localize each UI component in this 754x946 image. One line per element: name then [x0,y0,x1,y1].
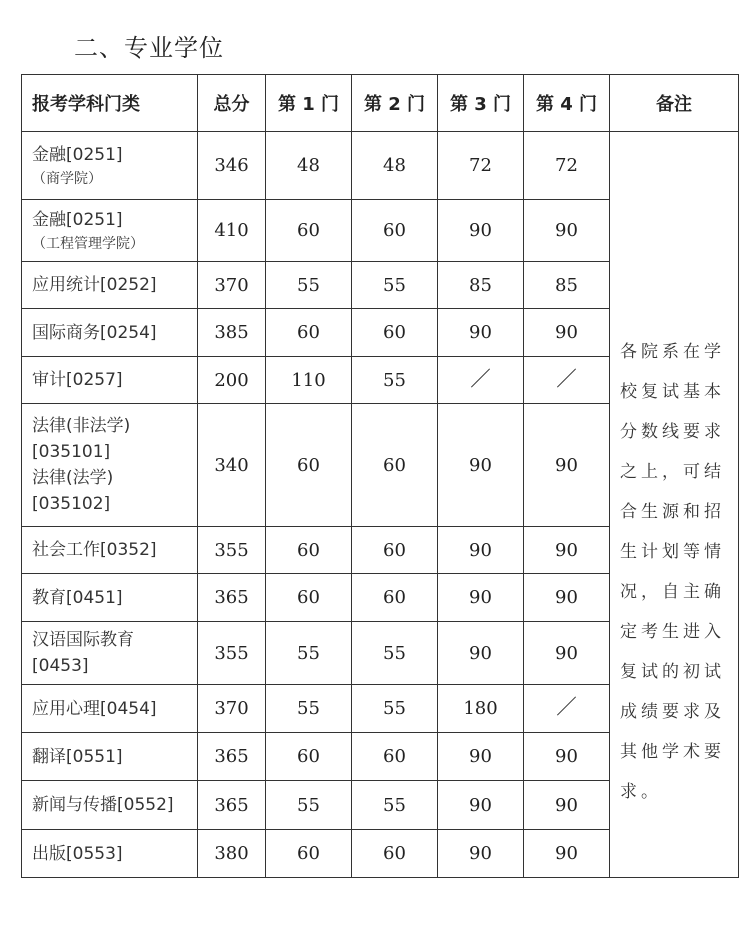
table-row [22,132,739,200]
header-category: 报考学科门类 [22,75,198,132]
category-cell [22,830,198,878]
subject-score-cell: 55 [352,781,438,830]
category-name-line: 审计[0257] [32,370,123,390]
header-subject-3: 第 3 门 [438,75,524,132]
subject-score-cell: 85 [524,262,610,309]
category-name-line: 汉语国际教育 [32,630,134,650]
subject-score-cell: 60 [352,574,438,622]
not-applicable-slash [556,367,578,389]
category-cell [22,733,198,781]
score-table [21,74,739,878]
category-name-line: 金融[0251] [32,144,123,165]
category-name-line: 金融[0251] [32,209,123,230]
category-school: （商学院） [32,170,102,187]
header-subject-1: 第 1 门 [266,75,352,132]
subject-score-cell: 60 [352,200,438,262]
table-body [22,132,739,878]
category-cell [22,309,198,357]
subject-score-cell: 72 [438,132,524,200]
subject-score-cell: 55 [352,622,438,685]
total-score-cell: 355 [198,527,266,574]
subject-score-cell: 55 [352,685,438,733]
category-cell [22,262,198,309]
subject-score-cell: 90 [438,622,524,685]
subject-score-cell: 90 [438,309,524,357]
subject-score-cell: 55 [352,357,438,404]
subject-score-cell: 110 [266,357,352,404]
category-name-line: 法律(非法学) [32,416,131,436]
subject-score-cell: 90 [524,527,610,574]
category-cell [22,357,198,404]
header-total: 总分 [198,75,266,132]
header-subject-4: 第 4 门 [524,75,610,132]
category-name-line: 翻译[0551] [32,746,123,767]
subject-score-cell: 72 [524,132,610,200]
subject-score-cell: 90 [438,527,524,574]
header-subject-2: 第 2 门 [352,75,438,132]
header-row [22,75,739,132]
total-score-cell: 410 [198,200,266,262]
subject-score-cell: 90 [524,781,610,830]
subject-score-cell [524,685,610,733]
subject-score-cell: 90 [524,830,610,878]
subject-score-cell: 90 [524,200,610,262]
subject-score-cell: 90 [438,574,524,622]
subject-score-cell: 60 [266,309,352,357]
total-score-cell: 365 [198,574,266,622]
notes-cell: 各院系在学校复试基本分数线要求之上，可结合生源和招生计划等情况，自主确定考生进入复试的初试成绩要求及其他学术要求。 [610,132,739,878]
subject-score-cell: 90 [524,404,610,527]
subject-score-cell: 60 [352,309,438,357]
subject-score-cell: 90 [438,404,524,527]
category-school: （工程管理学院） [32,235,144,252]
category-name-line: [035102] [32,494,111,514]
subject-score-cell: 90 [524,733,610,781]
total-score-cell: 355 [198,622,266,685]
subject-score-cell: 85 [438,262,524,309]
not-applicable-slash [556,695,578,717]
category-name-line: 出版[0553] [32,843,123,864]
subject-score-cell: 180 [438,685,524,733]
subject-score-cell: 55 [266,685,352,733]
subject-score-cell: 90 [524,574,610,622]
category-cell [22,527,198,574]
subject-score-cell: 60 [352,830,438,878]
category-cell [22,622,198,685]
subject-score-cell: 60 [352,404,438,527]
subject-score-cell [438,357,524,404]
category-cell [22,781,198,830]
subject-score-cell: 90 [438,830,524,878]
category-name-line: 国际商务[0254] [32,322,157,343]
subject-score-cell: 60 [266,404,352,527]
subject-score-cell: 90 [438,781,524,830]
subject-score-cell: 48 [352,132,438,200]
total-score-cell: 365 [198,733,266,781]
category-name-line: 应用统计[0252] [32,275,157,295]
total-score-cell: 346 [198,132,266,200]
category-name-line: 应用心理[0454] [32,698,157,719]
subject-score-cell: 60 [266,830,352,878]
category-name-line: 教育[0451] [32,587,123,608]
subject-score-cell [524,357,610,404]
subject-score-cell: 60 [352,733,438,781]
category-name-line: [035101] [32,442,111,462]
subject-score-cell: 60 [266,733,352,781]
total-score-cell: 370 [198,262,266,309]
category-cell [22,685,198,733]
category-cell [22,200,198,262]
not-applicable-slash [470,367,492,389]
subject-score-cell: 55 [352,262,438,309]
total-score-cell: 340 [198,404,266,527]
category-name-line: [0453] [32,656,89,676]
subject-score-cell: 55 [266,622,352,685]
total-score-cell: 365 [198,781,266,830]
subject-score-cell: 60 [266,527,352,574]
total-score-cell: 370 [198,685,266,733]
subject-score-cell: 90 [524,309,610,357]
subject-score-cell: 55 [266,262,352,309]
subject-score-cell: 60 [266,574,352,622]
subject-score-cell: 60 [352,527,438,574]
category-name-line: 新闻与传播[0552] [32,795,174,815]
subject-score-cell: 90 [524,622,610,685]
category-cell [22,132,198,200]
header-notes: 备注 [610,75,739,132]
subject-score-cell: 55 [266,781,352,830]
subject-score-cell: 48 [266,132,352,200]
category-name-line: 社会工作[0352] [32,540,157,560]
category-cell [22,574,198,622]
total-score-cell: 385 [198,309,266,357]
subject-score-cell: 90 [438,733,524,781]
subject-score-cell: 90 [438,200,524,262]
total-score-cell: 200 [198,357,266,404]
subject-score-cell: 60 [266,200,352,262]
total-score-cell: 380 [198,830,266,878]
section-heading: 二、专业学位 [74,34,224,62]
category-cell [22,404,198,527]
category-name-line: 法律(法学) [32,468,114,488]
